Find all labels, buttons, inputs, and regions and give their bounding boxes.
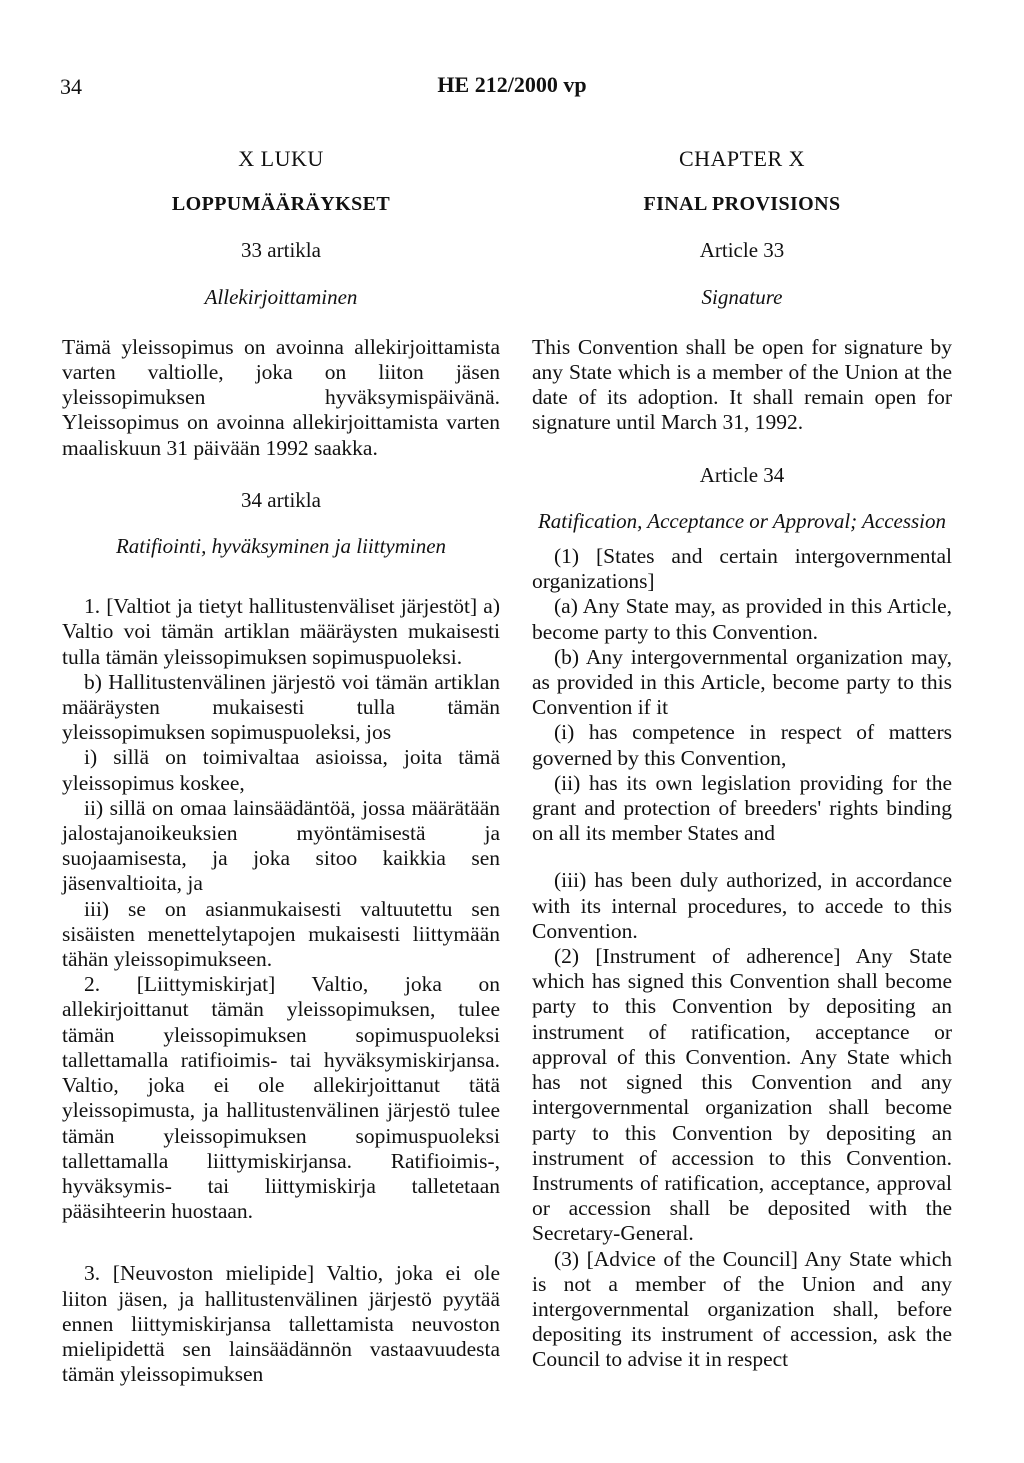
article-34-subtitle: Ratifiointi, hyväksyminen ja liittyminen — [115, 534, 447, 559]
article-34-subtitle: Ratification, Acceptance or Approval; Accession — [537, 508, 947, 533]
finnish-column — [62, 146, 500, 1387]
paragraph: (i) has competence in respect of matters governed by this Convention, — [532, 720, 952, 770]
paragraph: 3. [Neuvoston mielipide] Valtio, joka ei ole liiton jäsen, ja hallitustenvälinen järjestö pyytää ennen liittymiskirjansa tallettamista neuvoston mielipidettä sen lainsäädännön vastaavuudesta tämän yleissopimuksen — [62, 1261, 500, 1387]
page-number: 34 — [60, 74, 82, 99]
paragraph: ii) sillä on omaa lainsäädäntöä, jossa määrätään jalostajanoikeuksien myöntämisestä ja suojaamisesta, ja joka sitoo kaikkia sen jäsenvaltioita, ja — [62, 795, 500, 896]
article-33-text: Tämä yleissopimus on avoinna allekirjoittamista varten valtiolle, joka on liiton jäsen yleissopimuksen hyväksymispäivänä. Yleissopimus on avoinna allekirjoittamista varten maaliskuun 31 päivään 1992 saakka. — [62, 334, 500, 460]
chapter-title: LOPPUMÄÄRÄYKSET — [171, 193, 391, 216]
paragraph: (3) [Advice of the Council] Any State which is not a member of the Union and any intergovernmental organization shall, before depositing its instrument of accession, ask the Council to advise it in respect — [532, 1246, 952, 1372]
paragraph: (b) Any intergovernmental organization may, as provided in this Article, become party to this Convention if it — [532, 644, 952, 720]
english-column — [532, 146, 952, 1373]
article-33-text: This Convention shall be open for signature by any State which is a member of the Union at the date of its adoption. It shall remain open for signature until March 31, 1992. — [532, 334, 952, 435]
article-33-heading: Article 33 — [699, 238, 785, 263]
paragraph: i) sillä on toimivaltaa asioissa, joita tämä yleissopimus koskee, — [62, 745, 500, 795]
article-34-heading: Article 34 — [699, 462, 785, 487]
paragraph: b) Hallitustenvälinen järjestö voi tämän artiklan määräysten mukaisesti tulla tämän yleissopimuksen sopimuspuoleksi, jos — [62, 669, 500, 745]
paragraph: (ii) has its own legislation providing for the grant and protection of breeders' rights binding on all its member States and — [532, 770, 952, 846]
document-id: HE 212/2000 vp — [437, 72, 587, 97]
paragraph: (1) [States and certain intergovernmental organizations] — [532, 544, 952, 594]
article-33-subtitle: Allekirjoittaminen — [204, 284, 358, 309]
paragraph: 2. [Liittymiskirjat] Valtio, joka on allekirjoittanut tämän yleissopimuksen, tulee tämän yleissopimuksen sopimuspuoleksi tallettamalla ratifioimis- tai hyväksymiskirjansa. Valtio, joka ei ole allekirjoittanut tätä yleissopimusta, ja hallitustenvälinen järjestö tulee tämän yleissopimuksen sopimuspuoleksi tallettamalla liittymiskirjansa. Ratifioimis-, hyväksymis- tai liittymiskirja talletetaan pääsihteerin huostaan. — [62, 972, 500, 1224]
article-33-heading: 33 artikla — [241, 238, 321, 263]
chapter-title: FINAL PROVISIONS — [643, 193, 841, 216]
chapter-heading: CHAPTER X — [678, 146, 806, 171]
paragraph: (2) [Instrument of adherence] Any State which has signed this Convention shall become party to this Convention by depositing an instrument of ratification, acceptance or approval of this Convention. Any State which has not signed this Convention and any intergovernmental organization shall become party to this Convention by depositing an instrument of accession to this Convention. Instruments of ratification, acceptance, approval or accession shall be deposited with the Secretary-General. — [532, 944, 952, 1246]
paragraph: (iii) has been duly authorized, in accordance with its internal procedures, to accede to this Convention. — [532, 868, 952, 943]
paragraph: iii) se on asianmukaisesti valtuutettu sen sisäisten menettelytapojen mukaisesti liittymään tähän yleissopimukseen. — [62, 896, 500, 972]
article-34-heading: 34 artikla — [241, 487, 321, 512]
paragraph: (a) Any State may, as provided in this Article, become party to this Convention. — [532, 594, 952, 644]
paragraph: 1. [Valtiot ja tietyt hallitustenväliset järjestöt] a) Valtio voi tämän artiklan määräysten mukaisesti tulla tämän yleissopimuksen sopimuspuoleksi. — [62, 594, 500, 669]
chapter-heading: X LUKU — [238, 146, 324, 171]
article-33-subtitle: Signature — [701, 284, 783, 309]
